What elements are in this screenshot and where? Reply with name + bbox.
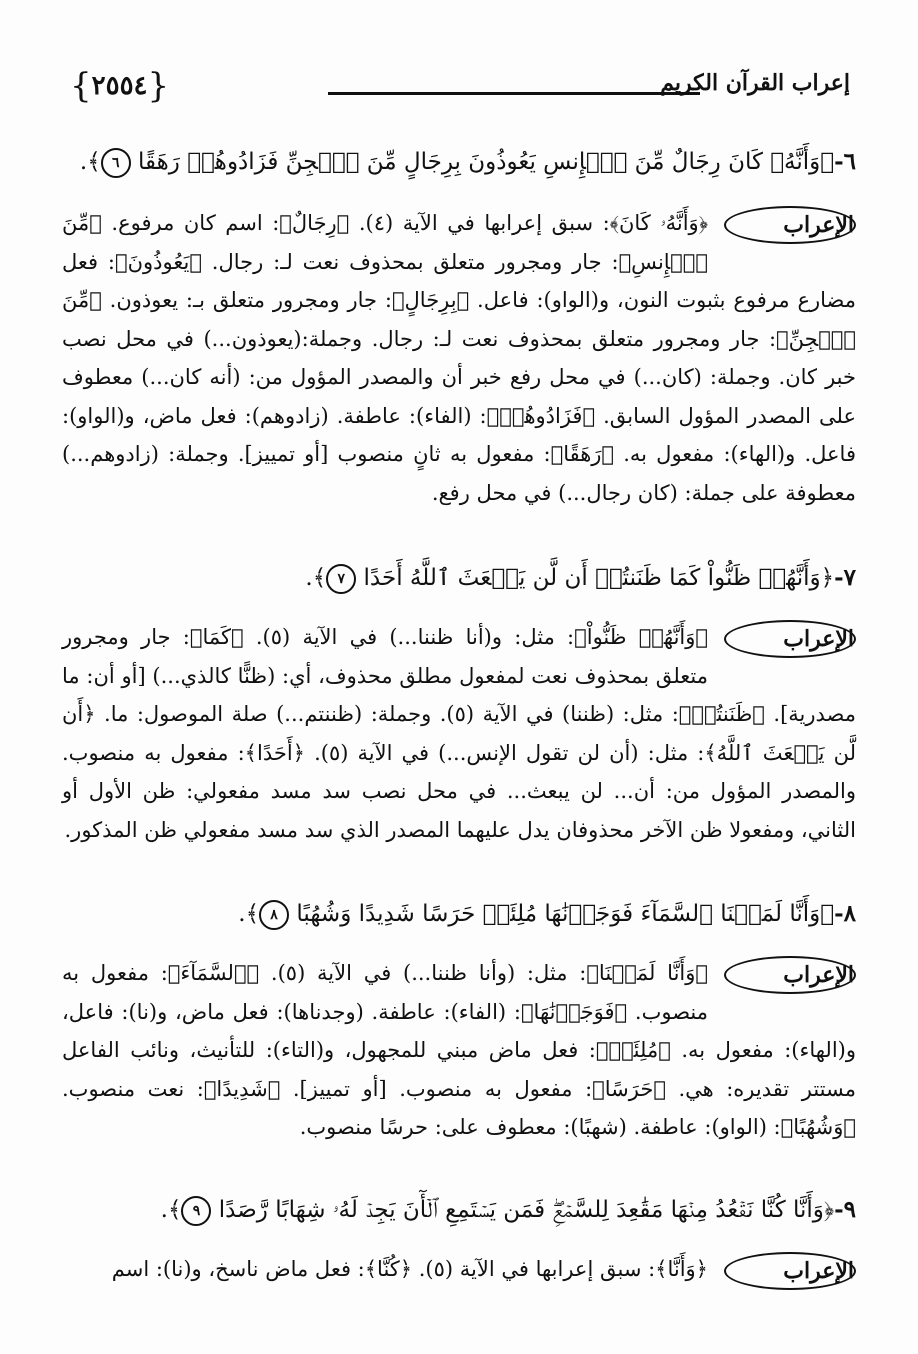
verse-9 [62, 1190, 856, 1230]
verse-8 [62, 894, 856, 934]
verse-text: ﴿وَأَنَّهُمۡ ظَنُّواْ كَمَا ظَنَنتُمۡ أَن لَّن يَبۡعَثَ ٱللَّهُ أَحَدًا [363, 565, 835, 591]
verse-close: ﴾. [79, 149, 101, 175]
irab-text: ﴿وَأَنَّهُمۡ ظَنُّواْ﴾: مثل: و(أنا ظننا...) في الآية (٥). ﴿كَمَا﴾: جار ومجرور متعلق بمحذوف نعت لمفعول مطلق محذوف، أي: (ظنًّا كالذي...) [أو أن: ما مصدرية]. ﴿ظَنَنتُمۡ﴾: مثل: (ظننا) في الآية (٥). وجملة: (ظننتم...) صلة الموصول: ما. ﴿أَن لَّن يَبۡعَثَ ٱللَّهُ﴾: مثل: (أن لن تقول الإنس...) في الآية (٥). ﴿أَحَدًا﴾: مفعول به منصوب. والمصدر المؤول من: أن... لن يبعث... في محل نصب سد مسد مفعولي: ظن الأول أو الثاني، ومفعولا ظن الآخر محذوفان يدل عليهما المصدر الذي سد مسد مفعولي ظن المذكور. [62, 625, 856, 842]
page-header [70, 62, 850, 110]
verse-end-mark: ٦ [101, 148, 131, 178]
verse-close: ﴾. [305, 565, 327, 591]
irab-text: ﴿وَأَنَّهُۥ كَانَ﴾: سبق إعرابها في الآية (٤). ﴿رِجَالٌ﴾: اسم كان مرفوع. ﴿مِّنَ ٱلۡإِنسِ﴾: جار ومجرور متعلق بمحذوف نعت لـ: رجال. ﴿يَعُوذُونَ﴾: فعل مضارع مرفوع بثبوت النون، و(الواو): فاعل. ﴿بِرِجَالٍ﴾: جار ومجرور متعلق بـ: يعوذون. ﴿مِّنَ ٱلۡجِنِّ﴾: جار ومجرور متعلق بمحذوف نعت لـ: رجال. وجملة:(يعوذون...) في محل نصب خبر كان. وجملة: (كان...) في محل رفع خبر أن والمصدر المؤول من: (أنه كان...) معطوف على المصدر المؤول السابق. ﴿فَزَادُوهُمۡ﴾: (الفاء): عاطفة. (زادوهم): فعل ماض، و(الواو): فاعل. و(الهاء): مفعول به. ﴿رَهَقًا﴾: مفعول به ثانٍ منصوب [أو تمييز]. وجملة: (زادوهم...) معطوفة على جملة: (كان رجال...) في محل رفع. [62, 211, 856, 505]
irab-badge: الإعراب [724, 1252, 856, 1290]
irab-paragraph-9 [62, 1250, 856, 1290]
irab-text: ﴿وَأَنَّا لَمَسۡنَا﴾: مثل: (وأنا ظننا...) في الآية (٥). ﴿ٱلسَّمَآءَ﴾: مفعول به منصوب. ﴿فَوَجَدۡنَٰهَا﴾: (الفاء): عاطفة. (وجدناها): فعل ماض، و(نا): فاعل، و(الهاء): مفعول به. ﴿مُلِئَتۡ﴾: فعل ماض مبني للمجهول، و(التاء): للتأنيث، ونائب الفاعل مستتر تقديره: هي. ﴿حَرَسًا﴾: مفعول به منصوب. [أو تمييز]. ﴿شَدِيدًا﴾: نعت منصوب. ﴿وَشُهُبًا﴾: (الواو): عاطفة. (شهبًا): معطوف على: حرسًا منصوب. [62, 961, 856, 1139]
verse-7 [62, 558, 856, 598]
book-title: إعراب القرآن الكريم [660, 70, 850, 96]
verse-number: ٩- [834, 1196, 856, 1223]
irab-badge: الإعراب [724, 620, 856, 658]
verse-end-mark: ٧ [326, 564, 356, 594]
irab-paragraph-8 [62, 954, 856, 1147]
page-number: {٢٥٥٤} [70, 66, 170, 106]
irab-badge: الإعراب [724, 206, 856, 244]
irab-text: ﴿وَأَنَّا﴾: سبق إعرابها في الآية (٥). ﴿كُنَّا﴾: فعل ماض ناسخ، و(نا): اسم [111, 1257, 708, 1281]
verse-text: ﴿وَأَنَّا كُنَّا نَقۡعُدُ مِنۡهَا مَقَٰعِدَ لِلسَّمۡعِۖ فَمَن يَسۡتَمِعِ ٱلۡأٓنَ يَجِدۡ لَهُۥ شِهَابًا رَّصَدًا [218, 1197, 835, 1223]
verse-text: ﴿وَأَنَّهُۥ كَانَ رِجَالٌ مِّنَ ٱلۡإِنسِ يَعُوذُونَ بِرِجَالٍ مِّنَ ٱلۡجِنِّ فَزَادُوهُمۡ رَهَقًا [138, 149, 835, 175]
verse-number: ٨- [834, 900, 856, 927]
verse-end-mark: ٨ [259, 900, 289, 930]
irab-badge: الإعراب [724, 956, 856, 994]
verse-text: ﴿وَأَنَّا لَمَسۡنَا ٱلسَّمَآءَ فَوَجَدۡنَٰهَا مُلِئَتۡ حَرَسًا شَدِيدًا وَشُهُبًا [296, 901, 835, 927]
irab-paragraph-7 [62, 618, 856, 849]
verse-number: ٦- [834, 148, 856, 175]
verse-close: ﴾. [160, 1197, 182, 1223]
verse-number: ٧- [834, 564, 856, 591]
header-rule [328, 92, 700, 95]
irab-paragraph-6 [62, 204, 856, 512]
verse-end-mark: ٩ [181, 1196, 211, 1226]
verse-close: ﴾. [238, 901, 260, 927]
verse-6 [62, 142, 856, 182]
